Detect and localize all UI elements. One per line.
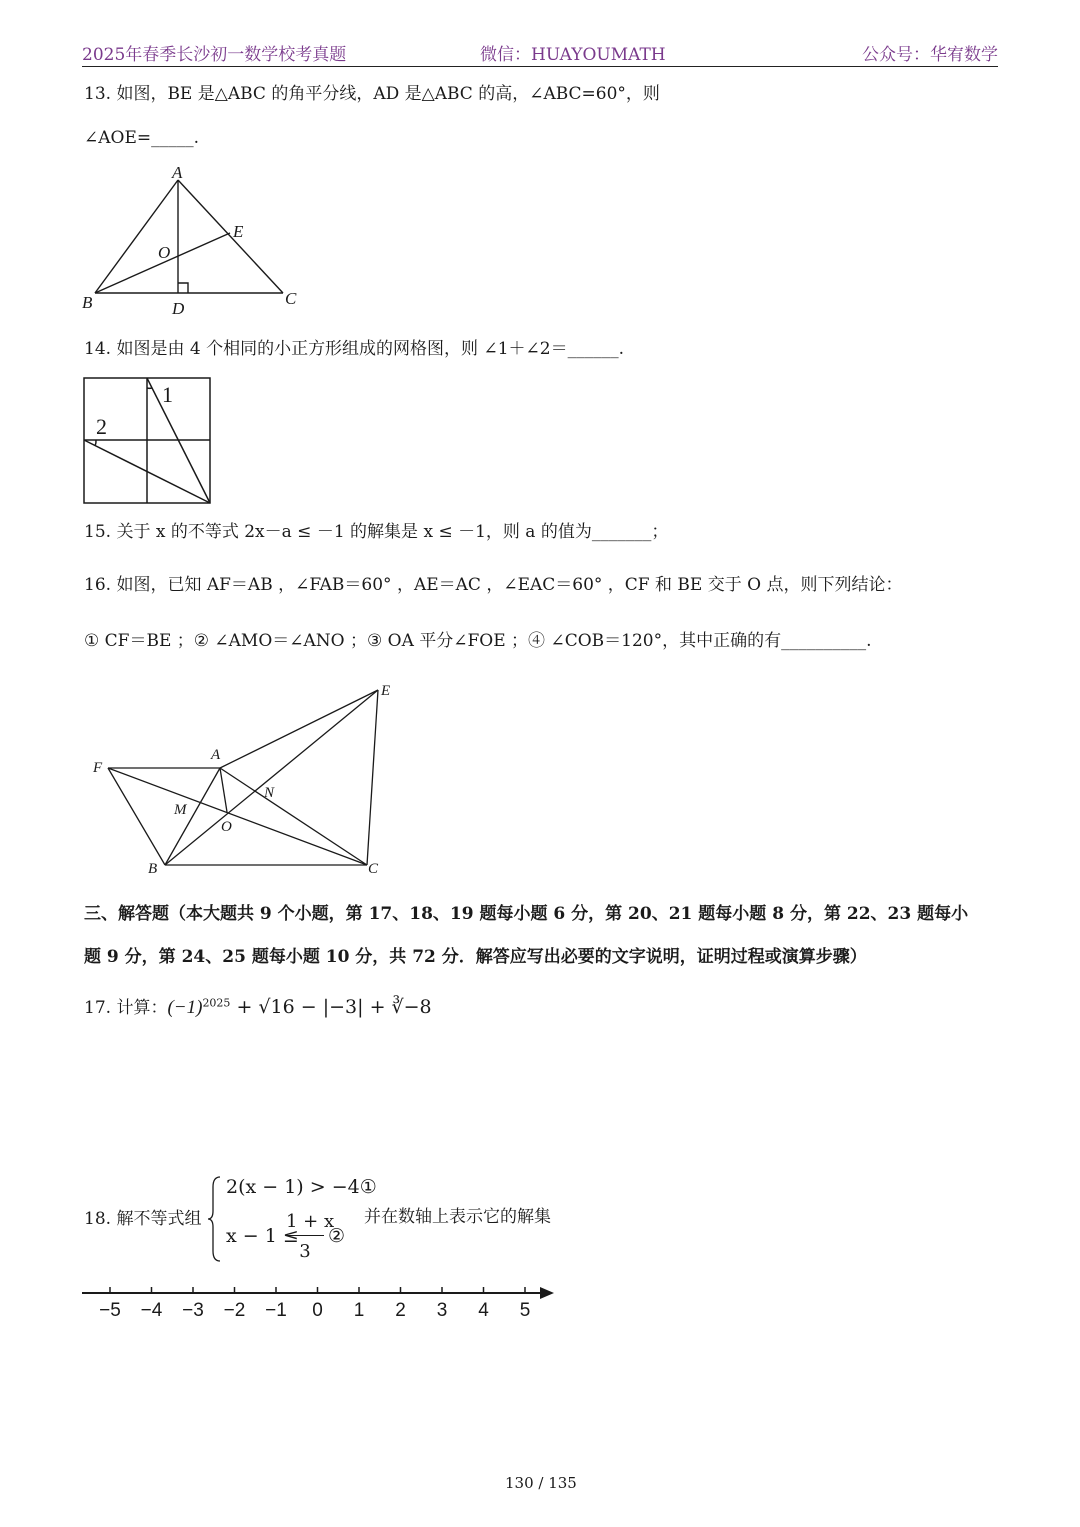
number-line-tick-label: 5 bbox=[519, 1300, 531, 1321]
q16-seg-fc bbox=[108, 768, 367, 865]
q16-label-b: B bbox=[148, 861, 158, 877]
q15-text: 15. 关于 x 的不等式 2x－a ≤ －1 的解集是 x ≤ －1，则 a 的值为_______； bbox=[84, 522, 669, 542]
q14-grid-figure bbox=[82, 376, 214, 506]
q16-label-n: N bbox=[264, 785, 275, 801]
q16-line2: ① CF＝BE ；② ∠AMO＝∠ANO ；③ OA 平分∠FOE ；④ ∠COB＝120°，其中正确的有__________. bbox=[84, 631, 872, 651]
q16-seg-ec bbox=[367, 690, 378, 865]
number-line-tick-label: 2 bbox=[395, 1300, 406, 1321]
number-line-tick-label: 4 bbox=[478, 1300, 489, 1321]
q16-seg-be bbox=[165, 690, 378, 865]
q16-label-c: C bbox=[368, 861, 379, 877]
q18-inequality-2-denominator: 3 bbox=[299, 1241, 311, 1262]
q13-label-b: B bbox=[82, 293, 93, 312]
q13-bisector-be bbox=[95, 233, 230, 293]
number-line-tick-label: −5 bbox=[99, 1300, 121, 1321]
number-line-tick-label: −1 bbox=[265, 1300, 287, 1321]
q16-label-m: M bbox=[174, 802, 187, 818]
header-right: 公众号：华宥数学 bbox=[862, 45, 998, 65]
q18-inequality-2-mark: ② bbox=[328, 1225, 346, 1247]
q18-tail: 并在数轴上表示它的解集 bbox=[364, 1207, 551, 1227]
q16-seg-ao bbox=[220, 768, 227, 812]
q16-line1: 16. 如图，已知 AF＝AB ，∠FAB＝60° ，AE＝AC ，∠EAC＝60° ，CF 和 BE 交于 O 点，则下列结论： bbox=[84, 575, 903, 595]
q14-text: 14. 如图是由 4 个相同的小正方形组成的网格图，则 ∠1＋∠2＝______. bbox=[84, 339, 624, 359]
q14-label-2: 2 bbox=[96, 414, 107, 439]
q17-expr-rest: + √16 − |−3| + ∛−8 bbox=[230, 996, 432, 1018]
q18-inequality-1: 2(x − 1) > −4① bbox=[226, 1176, 377, 1198]
q18-brace bbox=[208, 1175, 222, 1263]
q13-label-d: D bbox=[172, 299, 185, 318]
number-line-tick-label: −3 bbox=[182, 1300, 204, 1321]
q14-label-1: 1 bbox=[162, 382, 173, 407]
q13-line2: ∠AOE=_____. bbox=[84, 128, 200, 148]
q18-inequality-2-numerator: 1 + x bbox=[286, 1211, 335, 1232]
number-line-tick-label: −2 bbox=[223, 1300, 246, 1321]
q13-label-c: C bbox=[285, 289, 297, 308]
q16-label-e: E bbox=[381, 683, 391, 699]
number-line-tick-label: 0 bbox=[312, 1300, 323, 1321]
q13-label-a: A bbox=[172, 163, 183, 182]
q16-seg-ac bbox=[220, 768, 367, 865]
q13-side-ab bbox=[95, 180, 178, 293]
q18-label: 18. 解不等式组 bbox=[84, 1209, 202, 1229]
q13-label-e: E bbox=[233, 222, 244, 241]
q13-label-o: O bbox=[158, 243, 171, 262]
number-line-arrow bbox=[540, 1287, 554, 1299]
header-center: 微信：HUAYOUMATH bbox=[480, 45, 666, 65]
q13-side-ac bbox=[178, 180, 283, 293]
section3-heading-line1: 三、解答题（本大题共 9 个小题，第 17、18、19 题每小题 6 分，第 20、21 题每小题 8 分，第 22、23 题每小 bbox=[84, 904, 969, 924]
number-line-tick-label: −4 bbox=[140, 1300, 163, 1321]
q18-inequality-2-left: x − 1 ≤ bbox=[226, 1225, 299, 1247]
q17 bbox=[84, 996, 432, 1020]
q18-number-line bbox=[82, 1283, 562, 1323]
q16-seg-ae bbox=[220, 690, 378, 768]
section3-heading-line2: 题 9 分，第 24、25 题每小题 10 分，共 72 分．解答应写出必要的文字说明，证明过程或演算步骤） bbox=[84, 947, 867, 967]
q13-line1: 13. 如图，BE 是△ABC 的角平分线，AD 是△ABC 的高，∠ABC=60°，则 bbox=[84, 84, 660, 104]
number-line-tick-label: 3 bbox=[436, 1300, 448, 1321]
q13-triangle-figure bbox=[78, 162, 308, 322]
q13-right-angle-mark bbox=[178, 283, 188, 293]
q18-fraction-bar bbox=[286, 1235, 324, 1236]
page-header bbox=[82, 38, 998, 67]
q17-expr-exponent: 2025 bbox=[202, 996, 231, 1010]
number-line-tick-label: 1 bbox=[353, 1300, 365, 1321]
header-left: 2025年春季长沙初一数学校考真题 bbox=[82, 45, 347, 65]
page-number: 130 / 135 bbox=[505, 1474, 577, 1492]
q16-figure bbox=[90, 680, 410, 880]
q16-label-a: A bbox=[211, 747, 221, 763]
q17-expr-base: (−1) bbox=[167, 997, 203, 1018]
q14-angle-arc-2 bbox=[95, 440, 96, 446]
q16-label-o: O bbox=[221, 819, 232, 835]
q16-seg-fb bbox=[108, 768, 165, 865]
q16-label-f: F bbox=[93, 760, 103, 776]
q17-label: 17. 计算： bbox=[84, 998, 168, 1018]
